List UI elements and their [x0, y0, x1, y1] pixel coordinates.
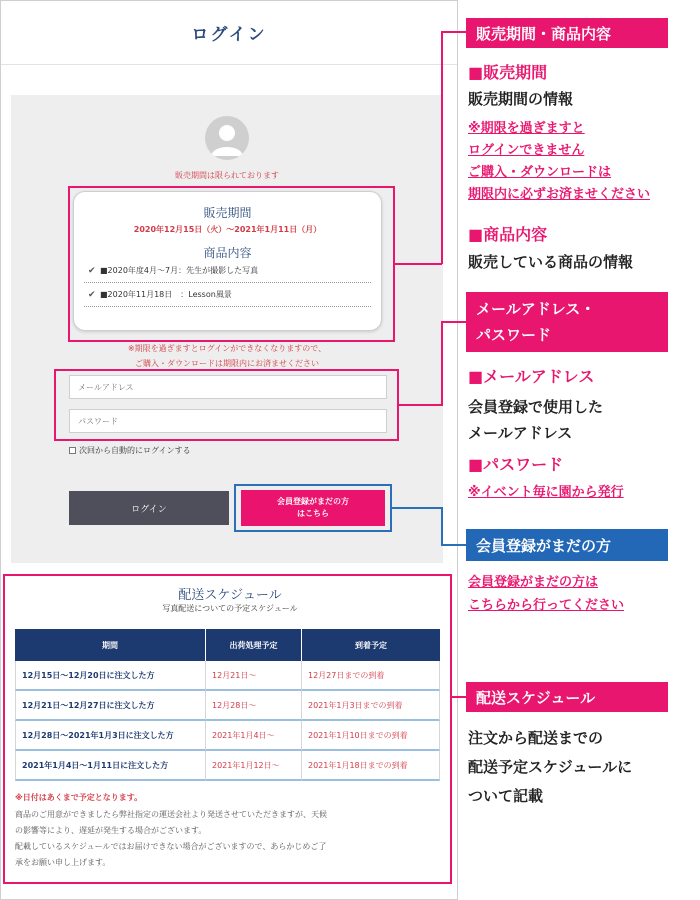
connector-line	[441, 321, 443, 406]
table-row: 12月28日〜2021年1月3日に注文した方 2021年1月4日〜 2021年1月10日までの到着	[15, 721, 440, 751]
table-row: 2021年1月4日〜1月11日に注文した方 2021年1月12日〜 2021年1月18日までの到着	[15, 751, 440, 781]
annotation-text: 注文から配送までの 配送予定スケジュールに ついて記載	[468, 729, 633, 805]
schedule-subtitle: 写真配送についての予定スケジュール	[162, 604, 298, 613]
annotation-tag-schedule: 配送スケジュール	[466, 682, 668, 712]
connector-line	[452, 696, 466, 698]
annotation-tag-sale-period: 販売期間・商品内容	[466, 18, 668, 48]
annotation-heading: ■商品内容	[468, 225, 548, 244]
col-header-arrival: 到着予定	[302, 629, 440, 661]
check-icon: ✔	[88, 265, 96, 276]
expiry-warning: ※期限を過ぎますとログインができなくなりますので、 ご購入・ダウンロードは期限内にお済ませください	[127, 344, 327, 368]
connector-line	[441, 31, 466, 33]
highlight-credentials	[54, 369, 399, 441]
highlight-register	[234, 484, 392, 532]
product-item: ✔ ■2020年度4月〜7月：先生が撮影した写真	[88, 265, 259, 276]
col-header-ship: 出荷処理予定	[206, 629, 302, 661]
connector-line	[392, 507, 442, 509]
annotation-heading: ■メールアドレス	[468, 367, 595, 386]
schedule-note-red: ※日付はあくまで予定となります。	[15, 793, 143, 802]
sale-period-notice: 販売期間は限られております	[175, 171, 279, 180]
login-header	[1, 1, 457, 65]
period-heading: 販売期間	[203, 206, 252, 220]
connector-line	[399, 404, 442, 406]
annotation-warning: ※イベント毎に園から発行	[468, 485, 624, 500]
annotation-text: 会員登録で使用した メールアドレス	[468, 398, 604, 442]
schedule-title: 配送スケジュール	[178, 588, 282, 603]
connector-line	[441, 31, 443, 264]
col-header-period: 期間	[15, 629, 206, 661]
annotation-warning: 会員登録がまだの方は こちらから行ってください	[468, 575, 625, 613]
annotation-heading: ■販売期間	[468, 63, 548, 82]
page-title: ログイン	[191, 25, 267, 45]
auto-login-checkbox[interactable]: 次回から自動的にログインする	[69, 445, 191, 456]
checkbox-icon[interactable]	[69, 447, 76, 454]
connector-line	[395, 263, 442, 265]
highlight-sale-period	[68, 186, 395, 342]
product-heading: 商品内容	[203, 246, 252, 260]
connector-line	[441, 507, 443, 545]
login-button[interactable]: ログイン	[69, 491, 229, 525]
check-icon: ✔	[88, 289, 96, 300]
annotation-tag-credentials: メールアドレス・ パスワード	[466, 292, 668, 352]
avatar-icon	[205, 116, 249, 160]
schedule-note: 商品のご用意ができましたら弊社指定の運送会社より発送させていただきますが、天候 の影響等により、遅延が発生する場合がございます。 配載しているスケジュールではお届けできない場合がございますので、あらかじめご了 承をお願い申し上げます。	[15, 810, 327, 867]
annotation-warning: ※期限を過ぎますと ログインできません ご購入・ダウンロードは 期限内に必ずお済ませください	[468, 121, 651, 202]
register-button[interactable]: 会員登録がまだの方 はこちら	[241, 490, 385, 526]
table-row: 12月21日〜12月27日に注文した方 12月28日〜 2021年1月3日までの到着	[15, 691, 440, 721]
period-dates: 2020年12月15日（火）〜2021年1月11日（月）	[133, 225, 322, 234]
highlight-schedule	[3, 574, 452, 884]
connector-line	[441, 321, 466, 323]
annotation-tag-register: 会員登録がまだの方	[466, 529, 668, 561]
product-item: ✔ ■2020年11月18日 ：Lesson風景	[88, 289, 232, 300]
table-row: 12月15日〜12月20日に注文した方 12月21日〜 12月27日までの到着	[15, 661, 440, 691]
annotation-heading: ■パスワード	[468, 455, 564, 474]
connector-line	[441, 544, 466, 546]
annotation-text: 販売期間の情報	[468, 90, 574, 108]
annotation-text: 販売している商品の情報	[468, 253, 634, 271]
